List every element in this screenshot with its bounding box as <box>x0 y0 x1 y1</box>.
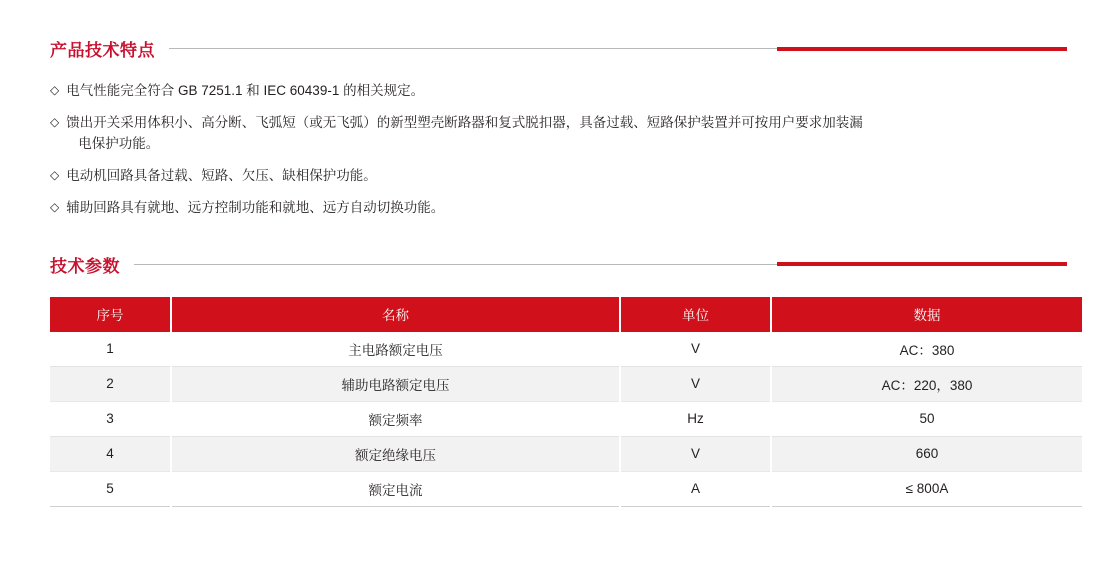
list-item <box>50 81 1067 102</box>
cell-no: 3 <box>50 401 171 436</box>
cell-no: 1 <box>50 332 171 367</box>
column-header-no: 序号 <box>50 297 171 332</box>
column-header-unit: 单位 <box>620 297 771 332</box>
table-header-row <box>50 297 1082 332</box>
cell-unit: Hz <box>620 401 771 436</box>
table-row <box>50 366 1082 401</box>
params-heading-rule <box>134 262 1067 266</box>
list-item-text-line2: 电保护功能。 <box>78 135 160 151</box>
features-list <box>50 81 1067 219</box>
params-table <box>50 297 1082 507</box>
params-section-heading <box>50 230 1067 277</box>
list-item <box>50 113 1067 155</box>
params-table-body <box>50 332 1082 507</box>
cell-no: 5 <box>50 471 171 506</box>
diamond-bullet-icon: ◇ <box>50 167 60 182</box>
diamond-bullet-icon: ◇ <box>50 83 60 97</box>
cell-name: 辅助电路额定电压 <box>171 366 620 401</box>
cell-name: 额定绝缘电压 <box>171 436 620 471</box>
cell-name: 额定频率 <box>171 401 620 436</box>
params-heading-text: 技术参数 <box>50 256 120 276</box>
table-row <box>50 401 1082 436</box>
features-section-heading <box>50 0 1067 61</box>
list-item-text: 辅助回路具有就地、远方控制功能和就地、远方自动切换功能。 <box>66 199 445 215</box>
heading-rule-grey <box>169 48 777 49</box>
heading-rule-grey <box>134 264 777 265</box>
list-item-text: 电气性能完全符合 GB 7251.1 和 IEC 60439-1 的相关规定。 <box>66 83 425 98</box>
features-heading-text: 产品技术特点 <box>50 41 155 60</box>
list-item-text <box>66 113 1067 155</box>
column-header-name: 名称 <box>171 297 620 332</box>
cell-no: 2 <box>50 366 171 401</box>
cell-unit: V <box>620 366 771 401</box>
cell-value: 660 <box>771 436 1082 471</box>
params-table-head <box>50 297 1082 332</box>
diamond-bullet-icon: ◇ <box>50 114 60 129</box>
heading-rule-red <box>777 47 1067 51</box>
table-row <box>50 332 1082 367</box>
cell-value: ≤ 800A <box>771 471 1082 506</box>
cell-unit: A <box>620 471 771 506</box>
list-item <box>50 198 1067 219</box>
list-item <box>50 166 1067 187</box>
cell-value: 50 <box>771 401 1082 436</box>
params-table-wrap <box>50 297 1067 507</box>
column-header-data: 数据 <box>771 297 1082 332</box>
features-heading-rule <box>169 47 1067 51</box>
table-row <box>50 471 1082 506</box>
cell-name: 额定电流 <box>171 471 620 506</box>
cell-no: 4 <box>50 436 171 471</box>
heading-rule-red <box>777 262 1067 266</box>
cell-unit: V <box>620 436 771 471</box>
diamond-bullet-icon: ◇ <box>50 199 60 214</box>
cell-value: AC：380 <box>771 332 1082 367</box>
list-item-text-line1: 馈出开关采用体积小、高分断、飞弧短（或无飞弧）的新型塑壳断路器和复式脱扣器，具备过载、短路保护装置并可按用户要求加装漏 <box>66 114 863 130</box>
table-row <box>50 436 1082 471</box>
list-item-text: 电动机回路具备过载、短路、欠压、缺相保护功能。 <box>66 167 377 183</box>
cell-unit: V <box>620 332 771 367</box>
cell-name: 主电路额定电压 <box>171 332 620 367</box>
cell-value: AC：220，380 <box>771 366 1082 401</box>
